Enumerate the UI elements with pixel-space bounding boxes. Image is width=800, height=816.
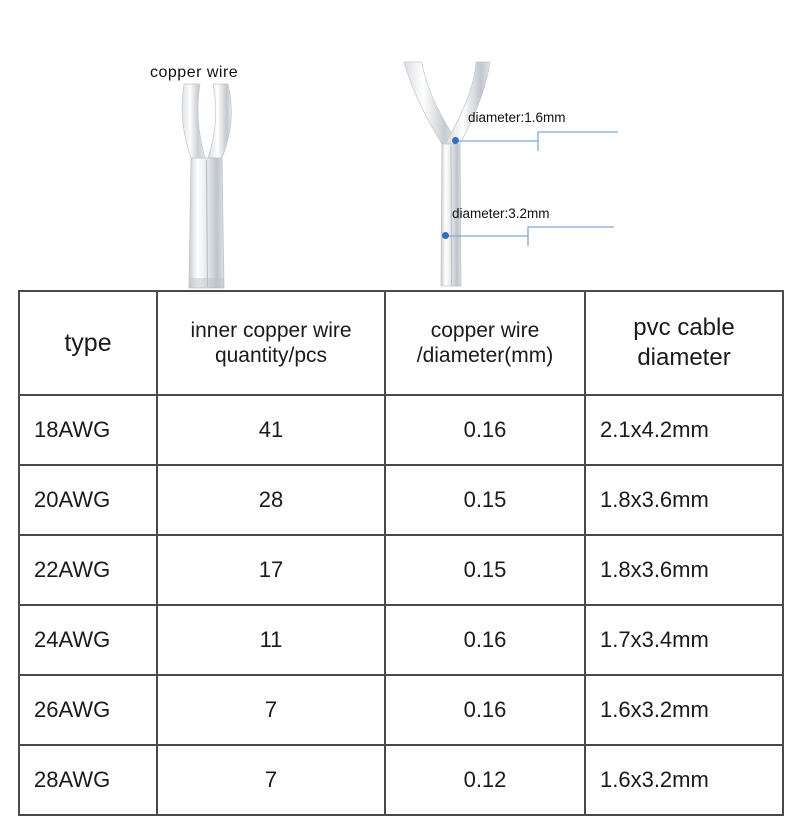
table-header-row <box>19 291 783 395</box>
cell-pvc-diameter: 1.7x3.4mm <box>585 605 783 675</box>
cell-quantity: 7 <box>157 675 385 745</box>
cell-wire-diameter: 0.15 <box>385 535 585 605</box>
spec-table-body <box>19 395 783 815</box>
cell-pvc-diameter: 1.8x3.6mm <box>585 465 783 535</box>
column-header-pvc-cable-diameter <box>585 291 783 395</box>
measure-point-top-icon <box>452 137 459 144</box>
column-header-quantity-line2: quantity/pcs <box>214 344 328 367</box>
spec-table-head <box>19 291 783 395</box>
cell-wire-diameter: 0.12 <box>385 745 585 815</box>
spec-table <box>18 290 784 816</box>
table-row <box>19 745 783 815</box>
column-header-quantity-line1: inner copper wire <box>190 318 352 342</box>
table-row <box>19 395 783 465</box>
cell-type: 18AWG <box>19 395 157 465</box>
callout-diameter-top: diameter:1.6mm <box>468 110 566 125</box>
cable-illustration <box>18 20 782 290</box>
table-row <box>19 675 783 745</box>
cell-quantity: 41 <box>157 395 385 465</box>
split-cable-right-graphic <box>398 60 518 290</box>
cell-wire-diameter: 0.16 <box>385 395 585 465</box>
table-row <box>19 605 783 675</box>
cell-quantity: 17 <box>157 535 385 605</box>
cell-quantity: 28 <box>157 465 385 535</box>
cell-wire-diameter: 0.15 <box>385 465 585 535</box>
cell-pvc-diameter: 2.1x4.2mm <box>585 395 783 465</box>
table-row <box>19 465 783 535</box>
cell-type: 26AWG <box>19 675 157 745</box>
cell-type: 20AWG <box>19 465 157 535</box>
cell-type: 22AWG <box>19 535 157 605</box>
split-cable-left-graphic <box>158 82 268 292</box>
cell-type: 24AWG <box>19 605 157 675</box>
column-header-type <box>19 291 157 395</box>
cell-wire-diameter: 0.16 <box>385 675 585 745</box>
table-row <box>19 535 783 605</box>
copper-wire-label: copper wire <box>150 64 239 81</box>
cell-quantity: 11 <box>157 605 385 675</box>
cell-quantity: 7 <box>157 745 385 815</box>
spec-table-container <box>18 290 782 816</box>
column-header-type-line1: type <box>64 329 112 357</box>
column-header-copper-wire-diameter <box>385 291 585 395</box>
callout-diameter-bottom: diameter:3.2mm <box>452 206 550 221</box>
cell-type: 28AWG <box>19 745 157 815</box>
cell-pvc-diameter: 1.6x3.2mm <box>585 675 783 745</box>
measure-point-bottom-icon <box>442 232 449 239</box>
column-header-wirediam-line1: copper wire <box>430 318 540 342</box>
column-header-wirediam-line2: /diameter(mm) <box>416 344 554 367</box>
cell-pvc-diameter: 1.6x3.2mm <box>585 745 783 815</box>
cell-wire-diameter: 0.16 <box>385 605 585 675</box>
column-header-pvc-line2: diameter <box>637 344 731 371</box>
column-header-pvc-line1: pvc cable <box>633 314 735 341</box>
cell-pvc-diameter: 1.8x3.6mm <box>585 535 783 605</box>
column-header-inner-copper-quantity <box>157 291 385 395</box>
